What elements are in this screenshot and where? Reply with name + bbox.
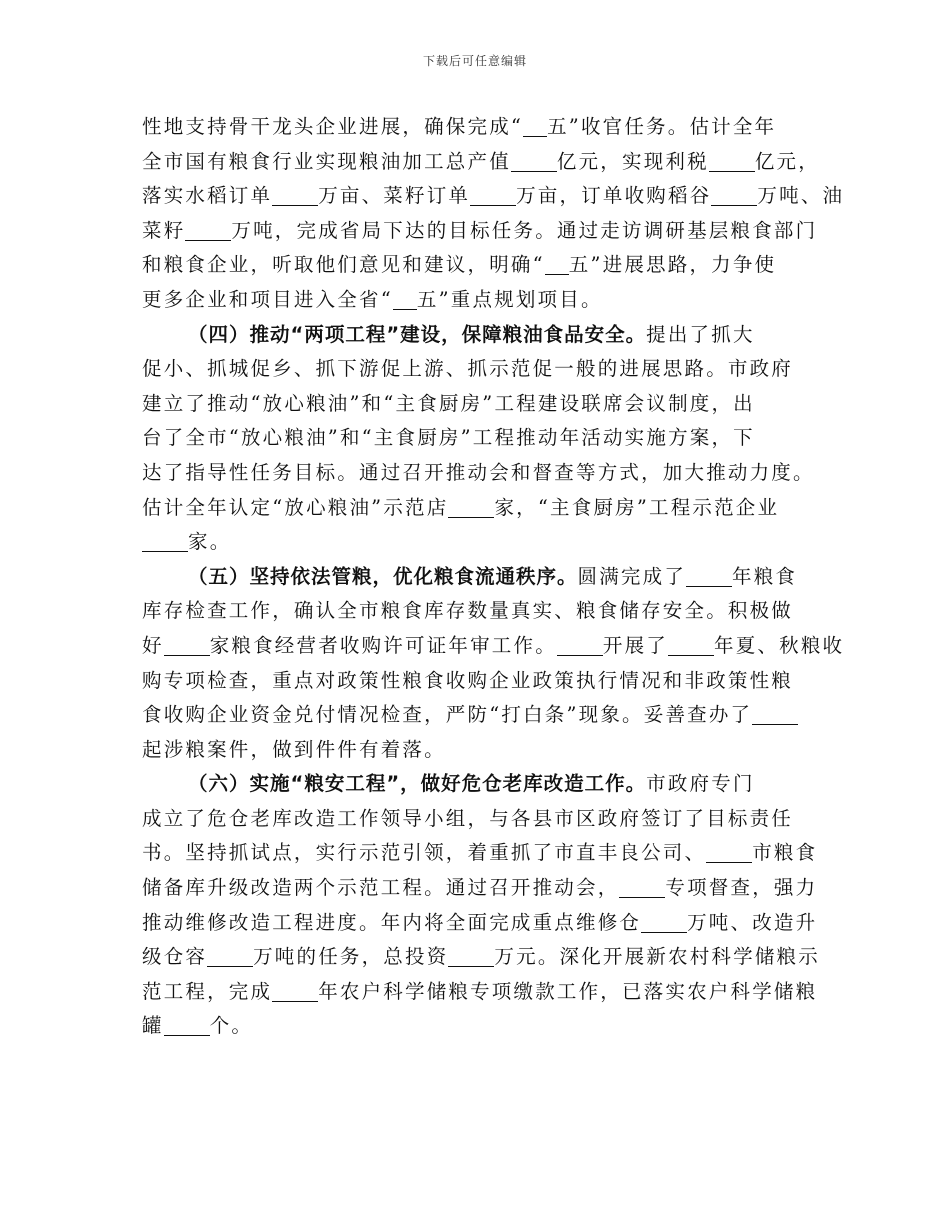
heading-line-text: 市政府专门	[646, 772, 755, 796]
paragraph-first-line	[142, 560, 812, 595]
text-line: 罐 个。	[142, 1014, 254, 1038]
text-line: 菜籽 万吨，完成省局下达的目标任务。通过走访调研基层粮食部门	[142, 218, 818, 242]
page-header: 下载后可任意编辑	[422, 54, 527, 68]
text-line: 和粮食企业，听取他们意见和建议，明确“ 五”进展思路，力争使	[142, 253, 777, 277]
section-heading: （六）实施“粮安工程”，做好危仓老库改造工作。	[188, 772, 647, 796]
paragraph	[142, 560, 845, 768]
fill-in-blank	[448, 944, 494, 967]
fill-in-blank	[185, 218, 231, 241]
text-line: 促小、抓城促乡、抓下游促上游、抓示范促一般的进展思路。市政府	[142, 357, 794, 381]
fill-in-blank	[142, 529, 188, 552]
fill-in-blank	[709, 149, 755, 172]
section-heading: （四）推动“两项工程”建设，保障粮油食品安全。	[188, 322, 647, 346]
text-line: 食收购企业资金兑付情况检查，严防“打白条”现象。妥善查办了	[142, 698, 812, 733]
fill-in-blank	[711, 183, 757, 206]
fill-in-blank	[668, 633, 714, 656]
text-line: 估计全年认定“放心粮油”示范店 家，“主食厨房”工程示范企业	[142, 495, 780, 519]
fill-in-blank	[164, 633, 210, 656]
text-line: 级仓容 万吨的任务，总投资 万元。深化开展新农村科学储粮示	[142, 945, 820, 969]
fill-in-blank	[752, 702, 798, 725]
fill-in-blank	[641, 910, 687, 933]
fill-in-blank	[393, 287, 417, 310]
fill-in-blank	[272, 979, 318, 1002]
text-line: 购专项检查，重点对政策性粮食收购企业政策执行情况和非政策性粮	[142, 668, 794, 692]
fill-in-blank	[207, 944, 253, 967]
text-line: 起涉粮案件，做到件件有着落。	[142, 737, 446, 761]
heading-line-text: 圆满完成了 年粮食	[577, 564, 798, 588]
fill-in-blank	[164, 1013, 210, 1036]
paragraph-first-line	[142, 318, 812, 353]
text-line: 库存检查工作，确认全市粮食库存数量真实、粮食储存安全。积极做	[142, 599, 794, 623]
text-line: 达了指导性任务目标。通过召开推动会和督查等方式，加大推动力度。	[142, 460, 815, 484]
text-line: 好 家粮食经营者收购许可证年审工作。 开展了 年夏、秋粮收	[142, 633, 845, 657]
fill-in-blank	[470, 183, 516, 206]
text-line: 落实水稻订单 万亩、菜籽订单 万亩，订单收购稻谷 万吨、油	[142, 184, 845, 208]
text-line: 更多企业和项目进入全省“ 五”重点规划项目。	[142, 287, 603, 311]
text-line: 性地支持骨干龙头企业进展，确保完成“ 五”收官任务。估计全年	[142, 115, 777, 138]
fill-in-blank	[686, 564, 732, 587]
fill-in-blank	[272, 183, 318, 206]
fill-in-blank	[557, 633, 603, 656]
fill-in-blank	[523, 114, 547, 137]
fill-in-blank	[448, 495, 494, 518]
paragraph-first-line	[142, 767, 812, 802]
document-body	[142, 110, 845, 1044]
text-line: 成立了危仓老库改造工作领导小组，与各县市区政府签订了目标责任	[142, 806, 794, 830]
fill-in-blank	[619, 875, 665, 898]
paragraph	[142, 767, 820, 1044]
text-line: 书。坚持抓试点，实行示范引领，着重抓了市直丰良公司、 市粮食	[142, 841, 818, 865]
text-line: 推动维修改造工程进度。年内将全面完成重点维修仓 万吨、改造升	[142, 910, 818, 934]
heading-line-text: 提出了抓大	[646, 322, 755, 346]
fill-in-blank	[545, 252, 569, 275]
fill-in-blank	[706, 840, 752, 863]
paragraph	[142, 318, 815, 560]
text-line: 家。	[142, 525, 812, 560]
section-heading: （五）坚持依法管粮，优化粮食流通秩序。	[188, 564, 578, 588]
text-line: 储备库升级改造两个示范工程。通过召开推动会， 专项督查，强力	[142, 876, 818, 900]
paragraph	[142, 110, 845, 318]
fill-in-blank	[511, 149, 557, 172]
text-line: 范工程，完成 年农户科学储粮专项缴款工作，已落实农户科学储粮	[142, 979, 818, 1003]
text-line: 建立了推动“放心粮油”和“主食厨房”工程建设联席会议制度，出	[142, 391, 755, 415]
text-line: 全市国有粮食行业实现粮油加工总产值 亿元，实现利税 亿元，	[142, 149, 820, 173]
text-line: 台了全市“放心粮油”和“主食厨房”工程推动年活动实施方案，下	[142, 426, 755, 450]
